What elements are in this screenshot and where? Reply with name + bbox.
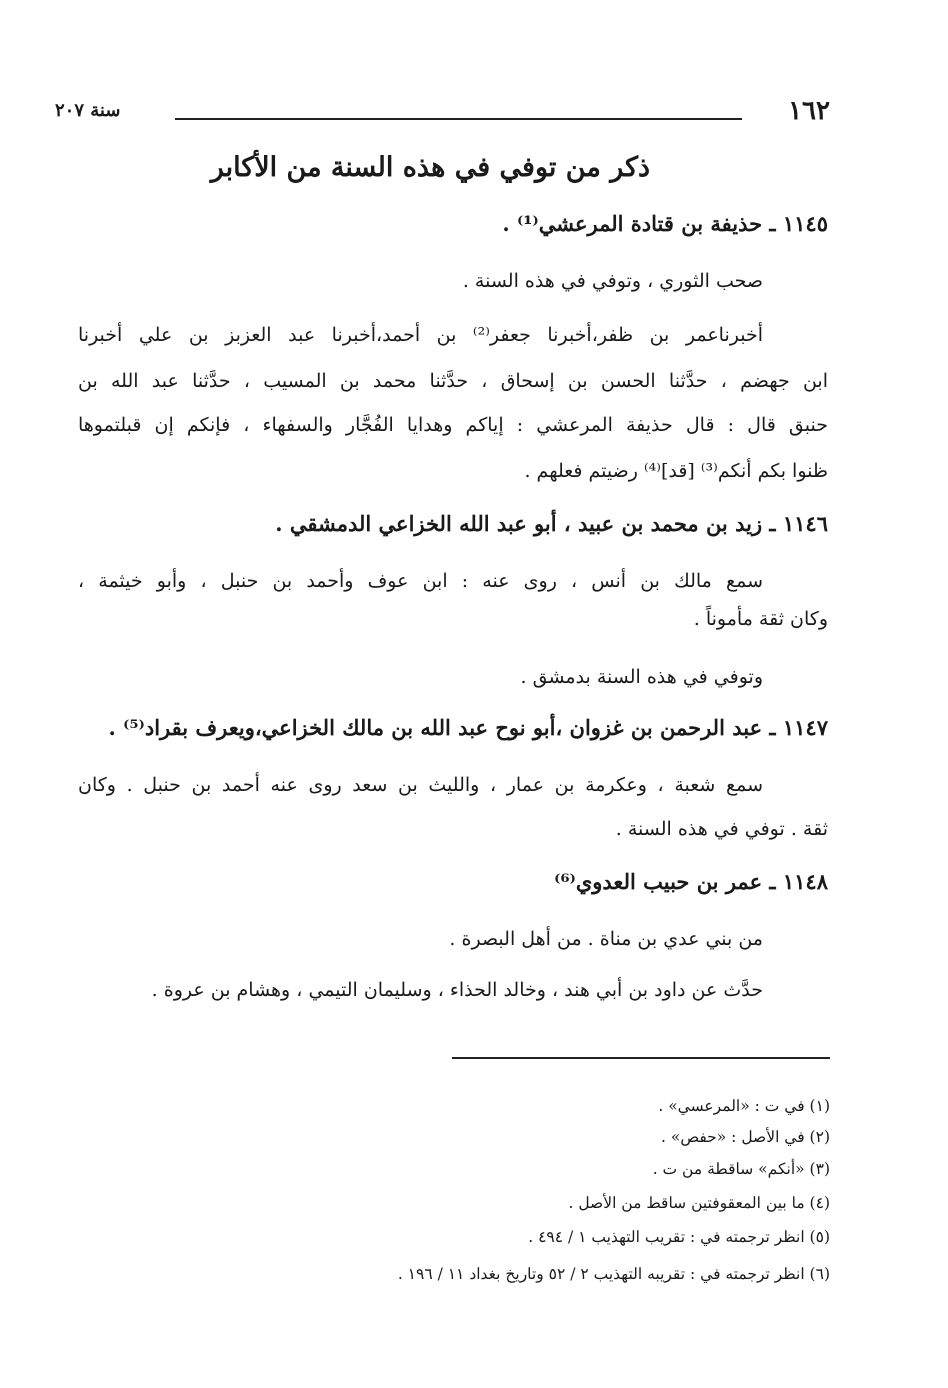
paragraph-line: وكان ثقة مأموناً .	[693, 608, 828, 630]
page-number: ١٦٢	[788, 96, 830, 126]
footnote: (٢) في الأصل : «حفص» .	[661, 1128, 830, 1146]
paragraph-line: ثقة . توفي في هذه السنة .	[615, 818, 828, 840]
footnote: (٥) انظر ترجمته في : تقريب التهذيب ١ / ٤٩٤ .	[528, 1228, 830, 1246]
entry-heading: ١١٤٦ ـ زيد بن محمد بن عبيد ، أبو عبد الله الخزاعي الدمشقي .	[275, 511, 828, 536]
footnote: (٤) ما بين المعقوفتين ساقط من الأصل .	[568, 1194, 830, 1212]
paragraph-line: سمع شعبة ، وعكرمة بن عمار ، والليث بن سعد روى عنه أحمد بن حنبل . وكان	[78, 774, 763, 796]
running-header	[55, 96, 830, 136]
footnote: (١) في ت : «المرعسي» .	[658, 1097, 830, 1115]
paragraph-line: من بني عدي بن مناة . من أهل البصرة .	[449, 928, 763, 950]
paragraph-line: حنبق قال : قال حذيفة المرعشي : إياكم وهدايا الفُجَّار والسفهاء ، فإنكم إن قبلتموها	[78, 414, 828, 436]
footnote: (٦) انظر ترجمته في : تقريبه التهذيب ٢ / ٥٢ وتاريخ بغداد ١١ / ١٩٦ .	[397, 1265, 830, 1283]
footnote-rule	[452, 1057, 830, 1059]
entry-heading: ١١٤٨ ـ عمر بن حبيب العدوي⁽⁶⁾	[554, 869, 828, 894]
entry-heading: ١١٤٥ ـ حذيفة بن قتادة المرعشي⁽¹⁾ .	[502, 211, 828, 236]
running-title: سنة ٢٠٧	[55, 100, 121, 121]
paragraph-line: سمع مالك بن أنس ، روى عنه : ابن عوف وأحمد بن حنبل ، وأبو خيثمة ،	[78, 570, 763, 592]
entry-heading: ١١٤٧ ـ عبد الرحمن بن غزوان ،أبو نوح عبد الله بن مالك الخزاعي،ويعرف بقراد⁽⁵⁾ .	[108, 715, 828, 740]
paragraph-line: ظنوا بكم أنكم⁽³⁾ [قد]⁽⁴⁾ رضيتم فعلهم .	[524, 460, 828, 482]
paragraph-line: حدَّث عن داود بن أبي هند ، وخالد الحذاء ، وسليمان التيمي ، وهشام بن عروة .	[151, 979, 763, 1001]
paragraph-line: أخبرناعمر بن ظفر،أخبرنا جعفر⁽²⁾ بن أحمد،أخبرنا عبد العزبز بن علي أخبرنا	[78, 324, 763, 346]
section-title: ذكر من توفي في هذه السنة من الأكابر	[210, 152, 650, 183]
paragraph-line: صحب الثوري ، وتوفي في هذه السنة .	[462, 270, 763, 292]
paragraph-line: ابن جهضم ، حدَّثنا الحسن بن إسحاق ، حدَّثنا محمد بن المسيب ، حدَّثنا عبد الله بن	[78, 370, 828, 392]
header-rule	[175, 118, 742, 120]
footnote: (٣) «أنكم» ساقطة من ت .	[652, 1160, 830, 1178]
paragraph-line: وتوفي في هذه السنة بدمشق .	[520, 666, 763, 688]
